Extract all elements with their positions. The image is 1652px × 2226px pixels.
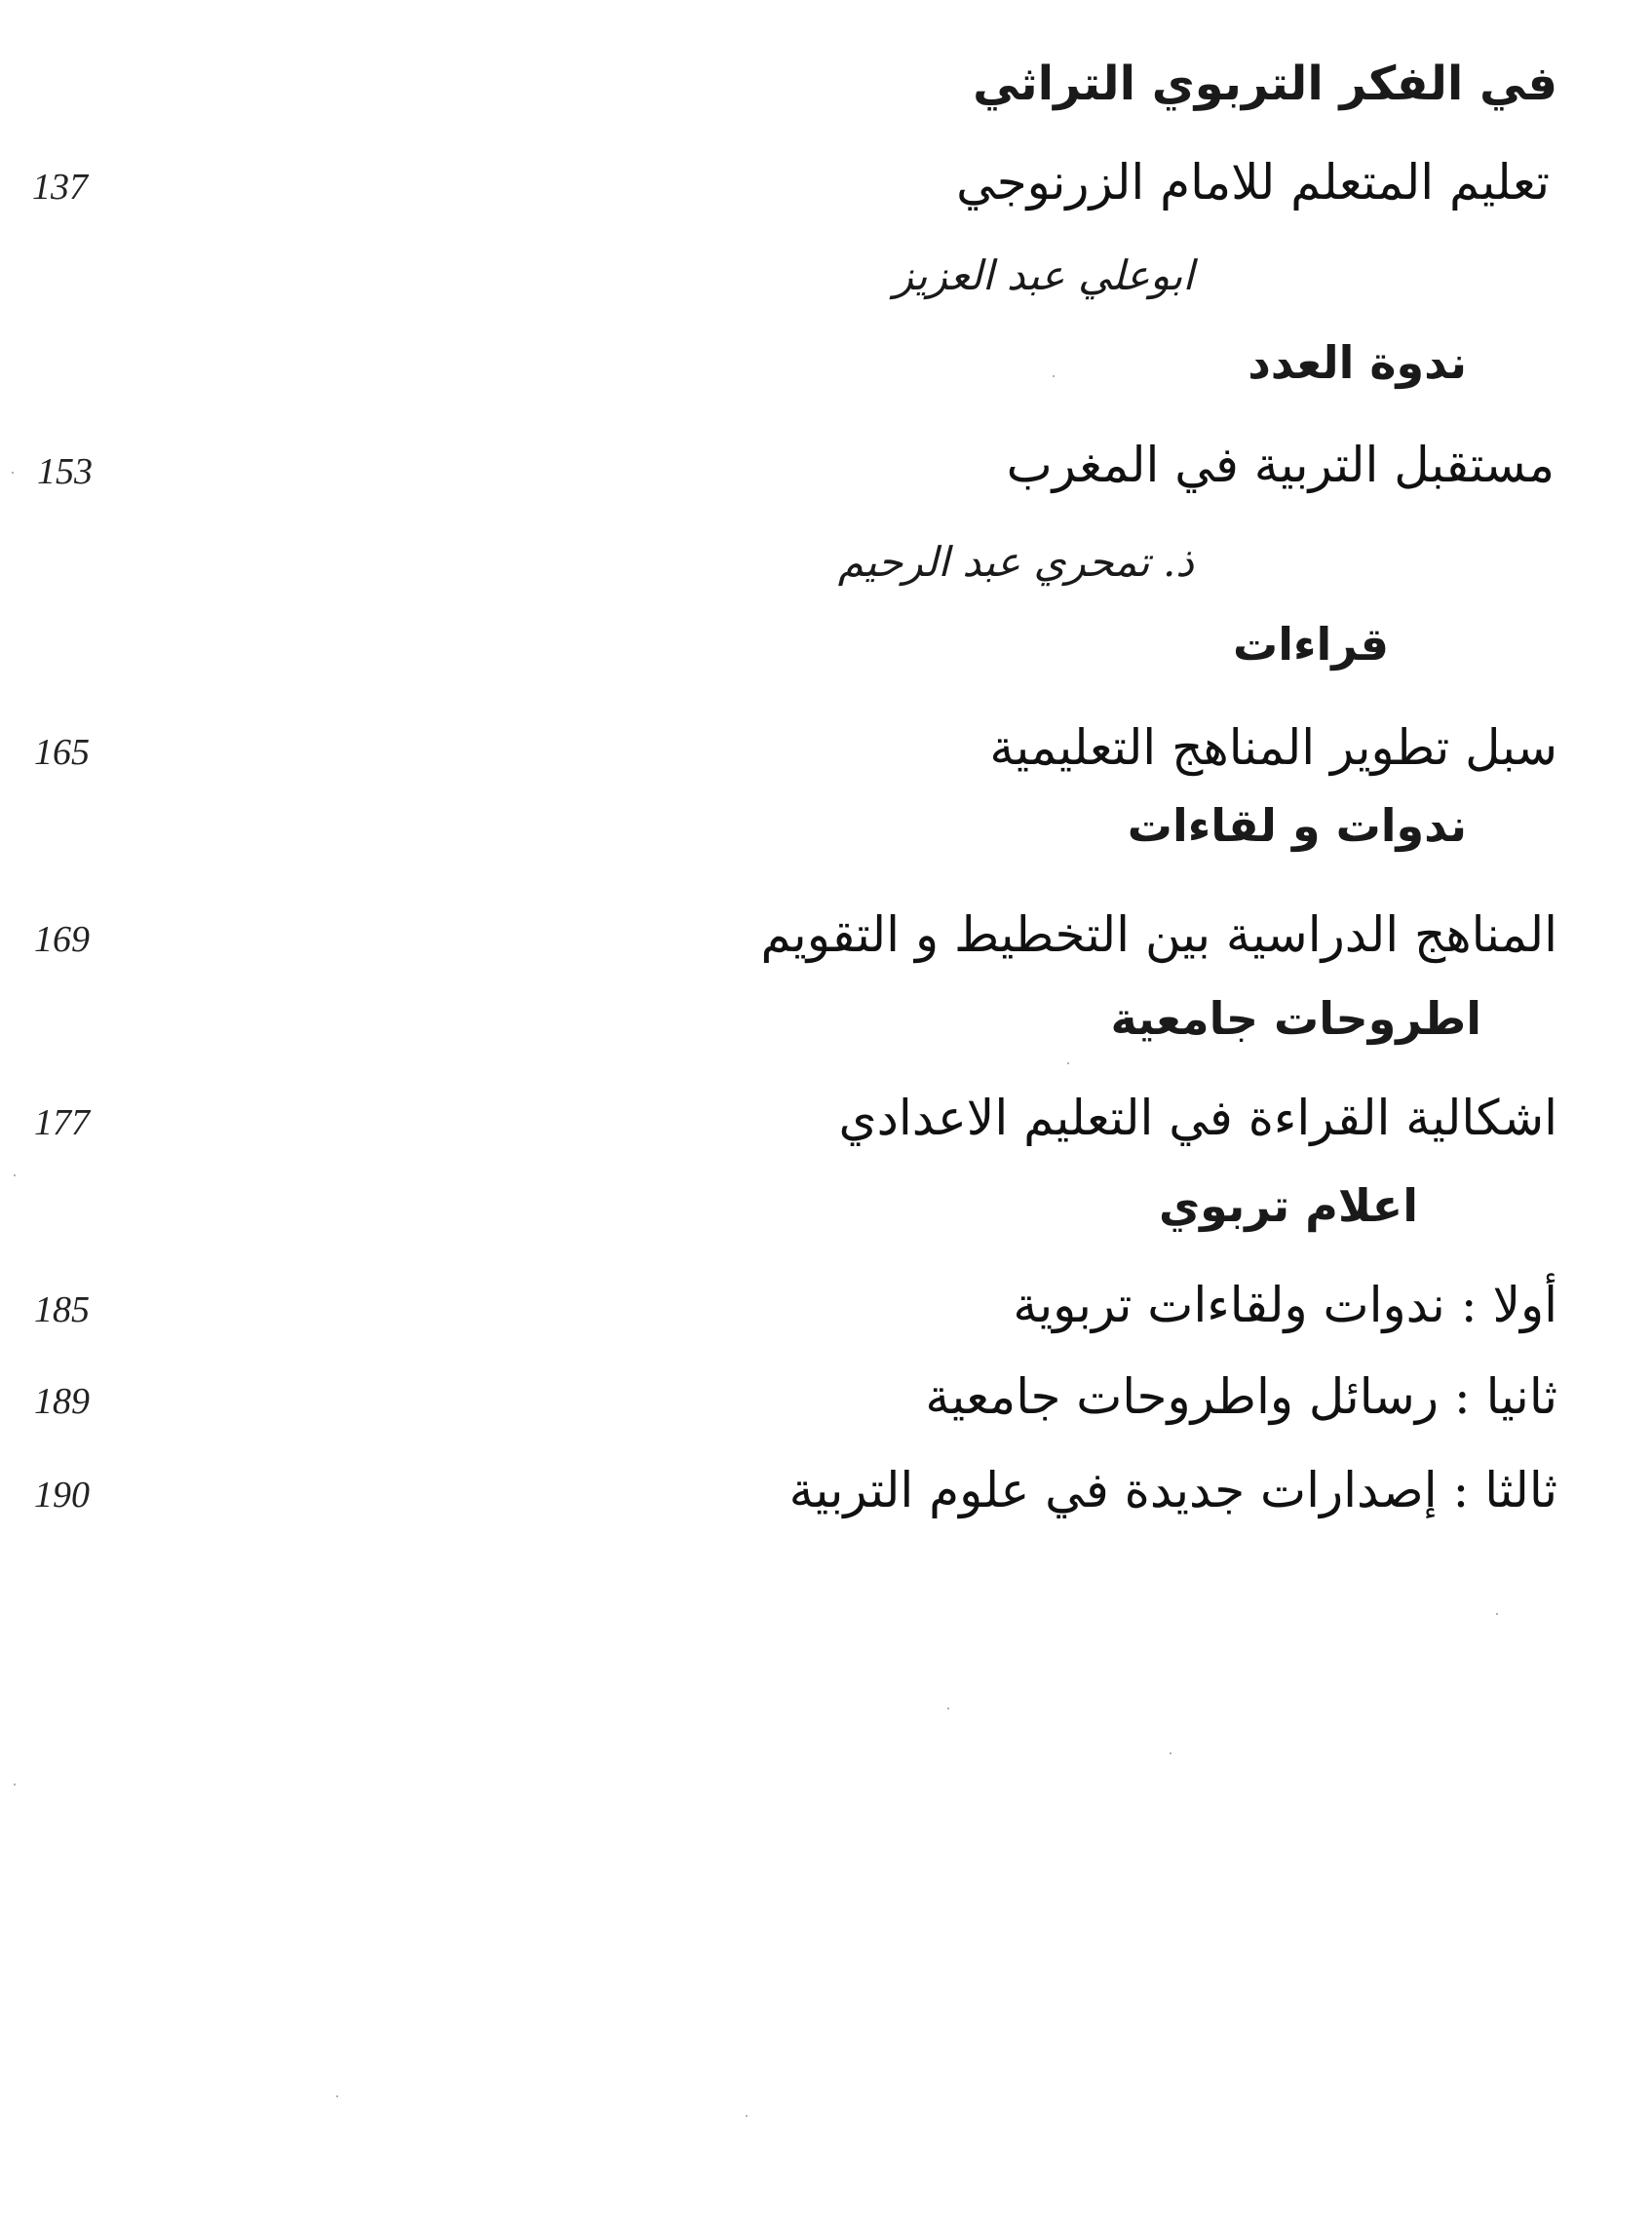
entry-title: ثالثا : إصدارات جديدة في علوم التربية: [788, 1462, 1557, 1518]
section-heading: ندوة العدد: [1248, 336, 1467, 389]
page-number: 153: [37, 451, 93, 492]
entry-title: اشكالية القراءة في التعليم الاعدادي: [838, 1090, 1557, 1146]
page-number: 137: [32, 167, 88, 208]
scan-speck: [746, 2115, 748, 2117]
entry-title: أولا : ندوات ولقاءات تربوية: [1013, 1277, 1557, 1333]
section-heading: في الفكر التربوي التراثي: [973, 57, 1557, 111]
page-number: 165: [34, 732, 90, 773]
page-number: 190: [34, 1475, 90, 1516]
scan-speck: [12, 472, 14, 474]
section-heading: قراءات: [1232, 618, 1389, 671]
entry-title: سبل تطوير المناهج التعليمية: [989, 719, 1557, 776]
entry-title: تعليم المتعلم للامام الزرنوجي: [956, 154, 1550, 211]
scan-speck: [14, 1174, 16, 1176]
scan-speck: [1053, 375, 1055, 377]
page-number: 169: [34, 919, 90, 960]
page-number: 177: [34, 1102, 90, 1143]
entry-author: ذ. تمحري عبد الرحيم: [837, 538, 1194, 586]
scan-speck: [1170, 1752, 1172, 1754]
entry-title: المناهج الدراسية بين التخطيط و التقويم: [760, 906, 1557, 963]
page-number: 185: [34, 1289, 90, 1330]
section-heading: اعلام تربوي: [1158, 1179, 1418, 1232]
section-heading: ندوات و لقاءات: [1127, 799, 1467, 852]
page-number: 189: [34, 1381, 90, 1422]
entry-author: ابوعلي عبد العزيز: [893, 251, 1194, 299]
scan-speck: [1496, 1613, 1498, 1615]
section-heading: اطروحات جامعية: [1110, 992, 1481, 1045]
entry-title: ثانيا : رسائل واطروحات جامعية: [925, 1368, 1557, 1425]
scan-speck: [947, 1708, 949, 1709]
scan-speck: [1067, 1062, 1069, 1064]
entry-title: مستقبل التربية في المغرب: [1006, 437, 1555, 493]
scan-speck: [336, 2095, 338, 2097]
scan-speck: [14, 1784, 16, 1785]
